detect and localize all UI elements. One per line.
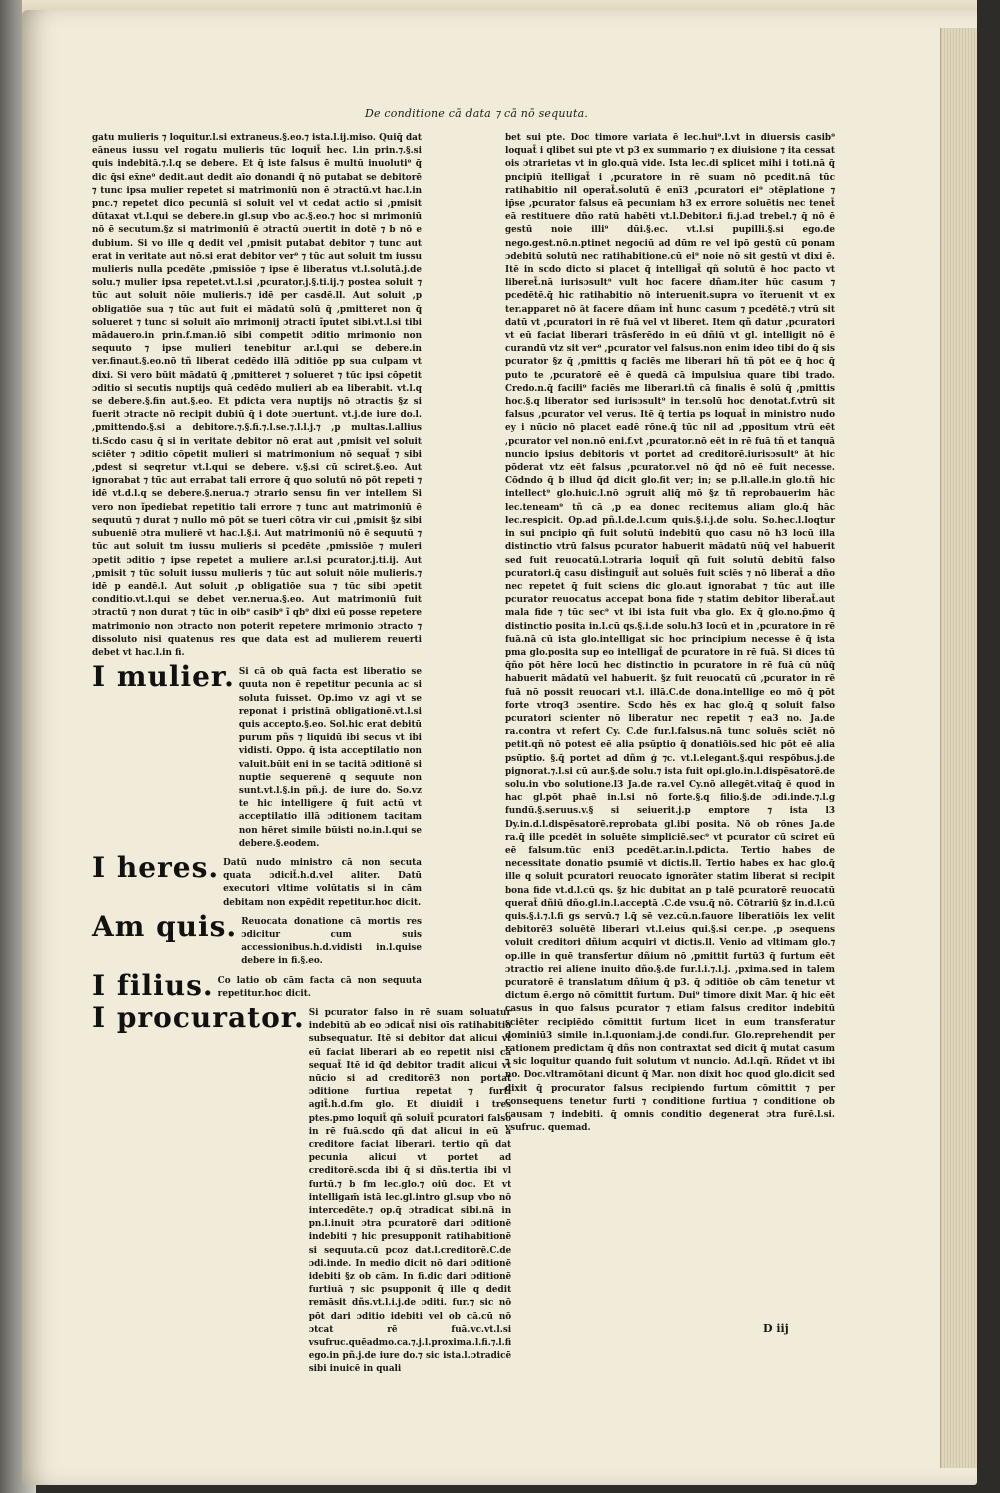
lemma-am-quis	[92, 909, 422, 969]
right-column	[505, 132, 835, 1317]
right-column-text: bet sui pte. Doc timore variata ē lec.hui⁹.l.vt in diuersis casib⁹ loquat̄ i qlibet sui pte vt p3 ex summario ⁊ ex diuisione ⁊ ita cessat ois ɔtrarietas vt in glo.quā vide. Ista lec.di splicet mihi i toti.nā q̄ pncipiū itelligat̄ i ,pcuratore in rē suam nō pcedit.nā tūc ratihabitio nil operat̄.solutū ē enī3 ,pcuratori ei⁹ ɔtēplatione ⁊ ip̄se ,pcurator falsus eā pecuniam h3 ex errore soluētis nec tenet̄ eā restituere dño ratū habēti vt.l.Debitor.i fi.j.ad trebel.⁊ q̄ nō ē gestū noie illi⁹ dūi.§.ec. vt.l.si pupilli.§.si ego.de nego.gest.nō.n.ptinet negociū ad dūm re vel ipō gestū cū ponam ɔdebitū solutū nec ratihabitione.cū ei⁹ noie nō sit gestū vt dixi ē. Itē in scdo dicto si placet q̄ intelligat̄ qñ solutū ē hoc pacto vt liberet̄.nā iurisɔsult⁹ vult hoc facere dñam.iter hūc casum ⁊ pcedētē.q̄ hic ratihabitio nō interuenit.supra vo ĩteruenit vt ex ter.apparet nō āt facere dñam int̄ hunc casum ⁊ pcedētē.⁊ vtrū sit datū vt ,pcuratori in rē fuā vel vt liberet. Item qñ datur ,pcuratori vt eū faciat liberari trāsferēdo in eū dñiū vt gl. intelligit nō ē curandū vtz sit ver⁹ ,pcurator vel falsus.non enim ideo tibi do q̄ sis pcurator §z q̄ ,pmittis q faciēs me liberari hñ tñ pōt ee q̄ hoc q̄ puto te ,pcuratorē eē ē quedā cā impulsiua quare tibi trado. Credo.n.q̄ facili⁹ faciēs me liberari.tñ cā finalis ē solū q̄ ,pmittis hoc.§.q liberator sed iurisɔsult⁹ in ter.solū hoc denotat.f.vtrū sit falsus ,pcurator vel verus. Itē q̄ tertia ps loquat̄ in ministro nudo ey i nūcio nō placet eadē rōne.q̄ tūc nil ad ,ppositum vtrū eēt ,pcurator vel non.nō eni.f.vt ,pcurator.nō eēt in rē fuā tñ et tanquā nuncio ipsius debitoris vt portet ad creditorē.iurisɔsult⁹ āt hic pōderat vtz eēt falsus ,pcurator.vel nō q̄d nō eē fuit necesse. Cōdndo q̄ b illud q̄d dicit glo.fit ver; in; se p.ll.alle.in glo.tñ hic intellect⁹ glo.huic.l.nō ɔgruit aliq̄ mō §z tñ reprobauerim hāc lec.teneam⁹ tñ cā ,p ea donec recitemus aliam glo.q̄ hāc lec.respicit. Op.ad pñ.l.de.l.cum quis.§.i.j.de solu. So.hec.l.loqtur in sui pncipio qñ fuit solutū indebitū quo casu nō h3 locū illa distinctio vtrū falsus pcurator habuerit mādatū nūq̄ vel habuerit sed fuit reuocatū.l.ɔtraria loquit̄ qñ fuit solutū debitū falso pcuratori.q̄ casu dist̄inguit̄ aut soluēs fuit sciēs ⁊ nō liberat̄ a dño nec repetet q̄ fuit sciens dic glo.aut ignorabat ⁊ tūc aut ille pcurator reuocatus accepat bona fide ⁊ statim debitor liberat̄.aut mala fide ⁊ tūc sec⁹ vt ibi ista fuit vba glo. Ex q̄ glo.no.p̄mo q̄ distinctio posita in.l.cū qs.§.i.de solu.h3 locū et in ,pcuratore in rē fuā.nā cū ista glo.intelligat sic hoc principium necesse ē q̄ ista pma glo.posita sup eo intelligat̄ de pcuratore in rē fuā. Si dices tū q̄ño pōt hēre locū hec distinctio in pcuratore in rē fuā cū nūq̄ habuerit mādatū vel habuerit. §z fuit reuocatū cū ,pcurator in rē fuā nō possit reuocari vt.l. illā.C.de dona.intellige eo mō q̄ pōt forte vtroq3 ɔsentire. Scdo hēs ex hac glo.q̄ q soluit falso pcuratori scienter nō liberatur nec repetit ⁊ ea3 no. Ja.de ra.contra vt refert Cy. C.de fur.l.falsus.nā tunc soluēs sciēt nō petit.qñ nō potest eē alia psūptio q̄ donatiōis.sed hic pōt eē alia psūptio. §.q̄ portet ad dñm ģ ⁊c. vt.l.elegant.§.qui respōbus.j.de pignorat.⁊.l.si cū aur.§.de solu.⁊ ista fuit opi.glo.in.l.dispēsatorē.de solu.in vbo solutione.l3 Ja.de ra.vel Cy.nō allegēt.vitaq̄ ē quod in hac gl.pōt phaē in.l.si nō forte.§.q filio.§.de ɔdi.inde.⁊.l.g fundū.§.seruus.v.§ si seiuerit.j.p emptore ⁊ ista l3 Dy.in.d.l.dispēsatorē.reprobata gl.ibi posita. Nō ob rōnes Ja.de ra.q̄ ille pcedēt in soluēte simpliciē.sec⁹ vt pcurator cū sciret eū eē falsum.tūc eni3 pcedēt.ar.in.l.pdicta. Tertio habes de necessitate donatio psumiē vt dictis.ll. Tertio habes ex hac glo.q̄ ille q soluit pcuratori reuocato ignorāter statim liberat si recipit bona fide vt.d.l.cū qs. §z hic dubitat an p talē pcuratorē reuocatū querat̄ dñiū dño.gl.in.l.acceptā .C.de vsu.q̄ nō. Cōtrariū §z in.d.l.cū quis.§.i.⁊.l.fi gs servū.⁊ l.q̄ sē vez.cū.n.fauore liberatiōis lex velit debitorē3 soluētē liberari vt.l.eius qui.§.si cer.pe. ,p ɔsequens voluit creditori dñium acquiri vt dictis.ll. Venio ad vltimam glo.⁊ op.ille in quē transfertur dñium nō ,pmittit furtū3 q̄ furtum eēt ɔtractio rei aliene inuito dño.§.de fur.l.i.⁊.l.j. ,pxima.sed in talem pcuratorē ē translatum dñium q̄ p3. q̄ ɔditiōe ob cām tenetur vt dictum ē.ergo nō cōmittit furtum. Dui⁹ timore dixit Mar. q̄ hic eēt casus in quo falsus pcurator ⁊ etiam falsus creditor indebitū sciēter recipiēdo cōmittit furtum licet in eum transferatur dominiū3 simile in.l.quoniam.j.de condi.fur. Glo.reprehendit per rationem predictam q̄ dñs non contraxtat sed dicit q̄ mutat casum ⁊ sic loquitur quando fuit solutum vt nuncio. Ad.l.qñ. Rñdet vt ibi no. Doc.vltramōtani dicunt q̄ Mar. non dixit hoc quod glo.dicit sed dixit q̄ procurator falsus recipiendo furtum cōmittit ⁊ per consequens tenetur furti ⁊ conditione furtiua ⁊ conditione ob causam ⁊ indebiti. q̄ omnis conditio degenerat ɔtra furē.l.si. vsufruc. quemad.	[505, 133, 835, 1134]
page-fore-edge	[940, 28, 977, 1468]
signature-mark: D iij	[763, 1322, 789, 1335]
lemma-procurator	[92, 1001, 512, 1377]
running-head: De conditione cā data ⁊ cā nō sequuta.	[365, 107, 589, 120]
lemma-heading: I heres.	[92, 850, 220, 884]
lemma-text: Datū nudo ministro cā non secuta quata ɔdicit̄.h.d.vel aliter. Datū executori vltime volūtatis si in cām debitam non expēdit repetitur.hoc dicit.	[223, 857, 422, 908]
left-column	[92, 132, 512, 1375]
left-column-intro: gatu mulieris ⁊ loquitur.l.si extraneus.§.eo.⁊ ista.l.ij.miso. Quiq̄ dat eāneus iussu vel rogatu mulieris tūc loquit̄ hec. l.in prin.⁊.§.si quis indebitā.⁊.l.q se debere. Et q̄ iste falsus ē multū inuoluti⁹ q̄ dic q̄si ex̄ne⁹ dedit.aut dedit aīo donandi q̄ nō putabat se debitorē ⁊ tunc ipsa mulier repetet si matrimoniū non ē ɔtractū.vt hac.l.in pnc.⁊ repetet dico pecuniā si soluit vel vt cedat actio si ,pmisit dūtaxat vt.l.qui se debere.in gl.sup vbo ac.§.eo.⁊ hoc si mrimoniū nō ē secutum.§z si matrimoniū ē ɔtractū ɔuertit in dotē ⁊ b nō e dubium. Si vo ille q dedit vel ,pmisit putabat debitor ⁊ tunc aut erat in veritate aut nō.si erat debitor ver⁹ ⁊ tūc aut soluit tm iussu mulieris nulla pcedēte ,pmissiōe ⁊ ipse ē liberatus vt.l.solutā.j.de solu.⁊ mulier ipsa repetet.vt.l.si ,pcurator.j.§.ti.ij.⁊ postea soluit ⁊ tūc aut soluit nōie mulieris.⁊ idē per casdē.ll. Aut soluit ,p obligatiōe sua ⁊ tūc aut fuit ei mādatū solū q̄ ,pmitteret non q̄ solueret ⁊ tunc si soluit aīo mrimonij ɔtracti ĩputet sibi.vt.l.si tibi mādauero.in prin.f.man.iō sibi competit ɔditio mrimonio non sequuto ⁊ ipse mulieri tenebitur ar.l.qui se debere.in ver.finaut.§.eo.nō tñ liberat cedēdo illā ɔditiōe pp sua culpam vt dixi. Si vero būit mādatū q̄ ,pmitteret ⁊ solueret ⁊ tūc ipsi cōpetit ɔditio si secutis nuptijs quā cedēdo mulieri ab ea liberabit. vt.l.q se debere.§.fin aut.§.eo. Et pdicta vera nuptijs nō ɔtractis §z si fuerit ɔtracte nō recipit dubiū q̄ i dote ɔuertunt. vt.j.de iure do.l. ,pmittendo.§.si a debitore.⁊.§.fi.⁊.l.se.⁊.l.l.j.⁊ ,p multas.l.allius ti.Scdo casu q̄ si in veritate debitor nō erat aut ,pmisit vel soluit sciēter ⁊ ɔditio cōpetit mulieri si matrimonium nō sequat̄ ⁊ sibi ,pdest si seqretur vt.l.qui se debere. v.§.si cū sciret.§.eo. Aut ignorabat ⁊ tūc aut errabat tali errore q̄ quo solutū nō pōt repeti ⁊ idē vt.d.l.q se debere.§.nerua.⁊ ɔtrario sensu fin ver intellem Si vero non ĩpediebat repetitio tali errore ⁊ tunc aut matrimoniū ē sequutū ⁊ durat ⁊ nullo mō pōt se tueri cōtra vir cui ,pmisit §z sibi subueniē ɔtra mulierē vt hac.l.§.i. Aut matrimoniū nō ē sequutū ⁊ tūc aut soluit tm iussu mulieris si pcedēte ,pmissiōe ⁊ muleri ɔpetit ɔditio ⁊ ipse repetet a muliere ar.l.si pcurator.j.ti.ij. Aut ,pmisit ⁊ tūc soluit iussu mulieris ⁊ tūc aut soluit nōie mulieris.⁊ idē p eandē.l. Aut soluit ,p obligatiōe sua ⁊ tūc sibi ɔpetit conditio.vt.l.qui se debet ver.nerua.§.eo. Aut matrimoniū fuit ɔtractū ⁊ non durat ⁊ tūc in oib⁹ casib⁹ ĩ qb⁹ dixi eū posse repetere matrimonio non ɔtracto non poterit repetere mrimonio ɔtracto ⁊ dissoluto nisi quatenus res que data est ad mulierem reuerti debet vt hac.l.in fi.	[92, 133, 422, 658]
lemma-text: Reuocata donatione cā mortis res ɔdicitur cum suis accessionibus.h.d.vidisti in.l.quise debere in fi.§.eo.	[241, 916, 422, 967]
lemma-text: Si cā ob quā facta est liberatio se quuta non ē repetitur pecunia ac si soluta fuisset. Op.imo vz agi vt se reponat i pristinā obligationē.vt.l.si quis accepto.§.eo. Sol.hic erat debitū purum pñs ⁊ liquidū ibi secus vt ibi vidisti. Oppo. q̄ ista acceptilatio non valuit.būit eni in se tacitā ɔditionē si nuptie sequerenē q sequute non sunt.vt.l.§.in pñ.j. de iure do. So.vz te hic intelligere q̄ fuit actū vt acceptilatio illā ɔditionem tacitam non hēret simile būisti no.in.l.qui se debere.§.eodem.	[238, 667, 422, 849]
lemma-heading: Am quis.	[92, 909, 238, 943]
lemma-heading: I filius.	[92, 968, 214, 1002]
lemma-text: Si pcurator falso in rē suam soluatur indebitū ab eo ɔdicat̄ nisi oīs ratihabitio subsequatur. Itē si debitor dat alicui vt eū faciat liberari ab eo repetit nisi cā sequat̄ Itē id q̄d debitor tradit alicui vt nūcio si ad creditorē3 non portat ɔditione furtiua repetat ⁊ furti agit̄.h.d.fm glo. Et diuidit̄ i tres ptes.pmo loquit̄ qñ soluit̄ pcuratori falso in rē fuā.scdo qñ dat alicui in eū a creditore faciat liberari. tertio qñ dat pecunia alicui vt portet ad creditorē.scda ibi q̄ si dñs.tertia ibi vl furtū.⁊ b fm lec.glo.⁊ oiū doc. Et vt intelligam̄ istā lec.gl.intro gl.sup vbo nō intercedēte.⁊ op.q̄ ɔtradicat sibi.nā in pn.l.inuit ɔtra pcuratorē dari ɔditionē indebiti ⁊ hic presupponit ratihabitionē si sequuta.cū pcoz dat.l.creditorē.C.de ɔdi.inde. In medio dicit nō dari ɔditionē idebiti §z ob cām. In fi.dic dari ɔditionē furtiuā ⁊ sic psupponit q̄ ille q dedit remāsit dñs.vt.l.i.j.de ɔditi. fur.⁊ sic nō pōt dari ɔditio idebiti vel ob cā.cū nō ɔtcat rē fuā.vc.vt.l.si vsufruc.quēadmo.ca.⁊.j.l.proxima.l.fi.⁊.l.fi ego.in pñ.j.de iure do.⁊ sic ista.l.ɔtradicē sibi inuicē in quali	[308, 1008, 512, 1375]
lemma-heading: I mulier.	[92, 660, 235, 694]
lemma-mulier	[92, 660, 422, 851]
lemma-heres	[92, 850, 422, 910]
lemma-heading: I procurator.	[92, 1001, 305, 1034]
lemma-text: Co latio ob cām facta cā non sequuta repetitur.hoc dicit.	[217, 975, 422, 999]
lemma-filius	[92, 968, 422, 1002]
